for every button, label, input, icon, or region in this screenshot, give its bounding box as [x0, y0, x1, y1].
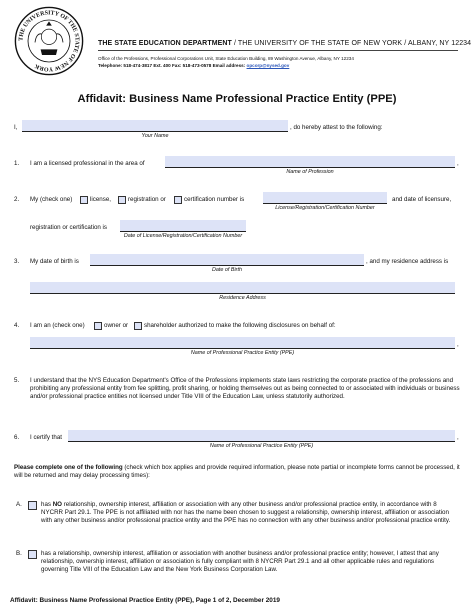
- phone-fax: Telephone: 518-474-3817 Ext. 400 Fax: 518-473-0578 Email address:: [98, 63, 247, 68]
- office-address: [98, 55, 354, 69]
- department-heading: [98, 40, 471, 47]
- date-of-birth-field[interactable]: [90, 254, 364, 266]
- instructions: [14, 464, 464, 480]
- item2-line2: registration or certification is: [30, 224, 108, 231]
- dept-location: / THE UNIVERSITY OF THE STATE OF NEW YORK / ALBANY, NY 12234: [231, 40, 472, 47]
- ppe-name-field-1[interactable]: [30, 337, 455, 349]
- item6-number: 6.: [14, 434, 20, 441]
- profession-field[interactable]: [165, 156, 455, 168]
- owner-checkbox[interactable]: [94, 322, 102, 330]
- instructions-lead: Please complete one of the following: [14, 464, 123, 471]
- option-a-text: [41, 501, 459, 525]
- name-suffix: , do hereby attest to the following:: [290, 124, 383, 131]
- license-date-caption: Date of License/Registration/Certification Number: [123, 233, 243, 239]
- contact-line: [98, 62, 354, 69]
- item6-text: I certify that: [30, 434, 62, 441]
- item1-number: 1.: [14, 160, 20, 167]
- ppe-name-caption-2: Name of Professional Practice Entity (PPE): [209, 443, 314, 449]
- license-number-caption: License/Registration/Certification Number: [275, 205, 375, 211]
- residence-address-field[interactable]: [30, 282, 455, 294]
- certification-label: certification number is: [184, 196, 245, 203]
- profession-caption: Name of Profession: [286, 169, 334, 175]
- your-name-caption: Your Name: [141, 133, 169, 139]
- form-title: Affidavit: Business Name Professional Practice Entity (PPE): [77, 93, 397, 105]
- seal-text: THE UNIVERSITY OF THE STATE OF NEW YORK: [18, 10, 80, 72]
- dept-name: THE STATE EDUCATION DEPARTMENT: [98, 40, 232, 47]
- item3-number: 3.: [14, 258, 20, 265]
- item1-text: I am a licensed professional in the area of: [30, 160, 145, 167]
- item5-number: 5.: [14, 377, 20, 384]
- item3-text: My date of birth is: [30, 258, 79, 265]
- item1-comma: ,: [457, 160, 459, 167]
- option-a-checkbox[interactable]: [28, 501, 37, 510]
- item5-text: I understand that the NYS Education Department's Office of the Professions implements state laws restricting the corporate practice of the professions and prohibiting any professional entity from fee splitting, profit sharing, or holding themselves out as being connected to or associated with individuals or business and/or professional practice entities not licensed under Title VIII of the Education Law, unless statutorily authorized.: [30, 377, 460, 400]
- item2-lead: My (check one): [30, 196, 73, 203]
- license-date-field[interactable]: [120, 220, 246, 232]
- license-checkbox[interactable]: [80, 196, 88, 204]
- registration-label: registration or: [128, 196, 166, 203]
- option-b-checkbox[interactable]: [28, 550, 37, 559]
- owner-label: owner or: [104, 322, 129, 329]
- option-a-letter: A.: [16, 501, 22, 508]
- license-label: license,: [90, 196, 111, 203]
- item4-comma: ,: [457, 341, 459, 348]
- ppe-name-field-2[interactable]: [68, 430, 455, 442]
- option-a-rest: relationship, ownership interest, affiliation or association with any other business and/or professional practice entity, in accordance with 8 NYCRR Part 29.1. The PPE is not affiliated with nor has the name been chosen to suggest a relationship, ownership interest, affiliation or association with any other business and/or professional practice entity and the PPE has no connection with any other business and/or professional practice entity.: [41, 501, 451, 524]
- item2-number: 2.: [14, 196, 20, 203]
- registration-checkbox[interactable]: [118, 196, 126, 204]
- page-footer: Affidavit: Business Name Professional Practice Entity (PPE), Page 1 of 2, December 2019: [10, 597, 280, 604]
- certification-checkbox[interactable]: [174, 196, 182, 204]
- option-b-text: has a relationship, ownership interest, affiliation or association with another business and/or professional practice entity; however, I attest that any relationship, ownership interest, affiliation or association is fully compliant with 8 NYCRR Part 29.1 and all other applicable rules and regulations governing Title VIII of the Education Law and the New York Business Corporation Law.: [41, 550, 439, 573]
- shareholder-checkbox[interactable]: [134, 322, 142, 330]
- office-line: Office of the Professions, Professional Corporations Unit, State Education Building, 89 Washington Avenue, Albany, NY 12234: [98, 56, 354, 61]
- option-a-no: NO: [52, 501, 62, 508]
- name-prefix: I,: [14, 124, 18, 131]
- item6-comma: ,: [457, 434, 459, 441]
- item4-number: 4.: [14, 322, 20, 329]
- option-a-pre: has: [41, 501, 53, 508]
- item2-tail: and date of licensure,: [392, 196, 452, 203]
- instructions-rest: (check which box applies and provide required information, please note partial or incomplete forms cannot be processed, it will be returned and may delay processing times):: [14, 464, 460, 479]
- residence-address-caption: Residence Address: [219, 295, 266, 301]
- ppe-name-caption-1: Name of Professional Practice Entity (PPE): [190, 350, 295, 356]
- header-rule: [98, 50, 458, 51]
- option-b-letter: B.: [16, 550, 22, 557]
- nys-seal: [14, 6, 84, 76]
- date-of-birth-caption: Date of Birth: [212, 267, 242, 273]
- item4-text: I am an (check one): [30, 322, 85, 329]
- license-number-field[interactable]: [263, 192, 387, 204]
- item3-tail: , and my residence address is: [366, 258, 449, 265]
- email-link[interactable]: opcorp@nysed.gov: [246, 63, 290, 68]
- shareholder-label: shareholder authorized to make the following disclosures on behalf of:: [144, 322, 336, 329]
- your-name-field[interactable]: [22, 120, 288, 132]
